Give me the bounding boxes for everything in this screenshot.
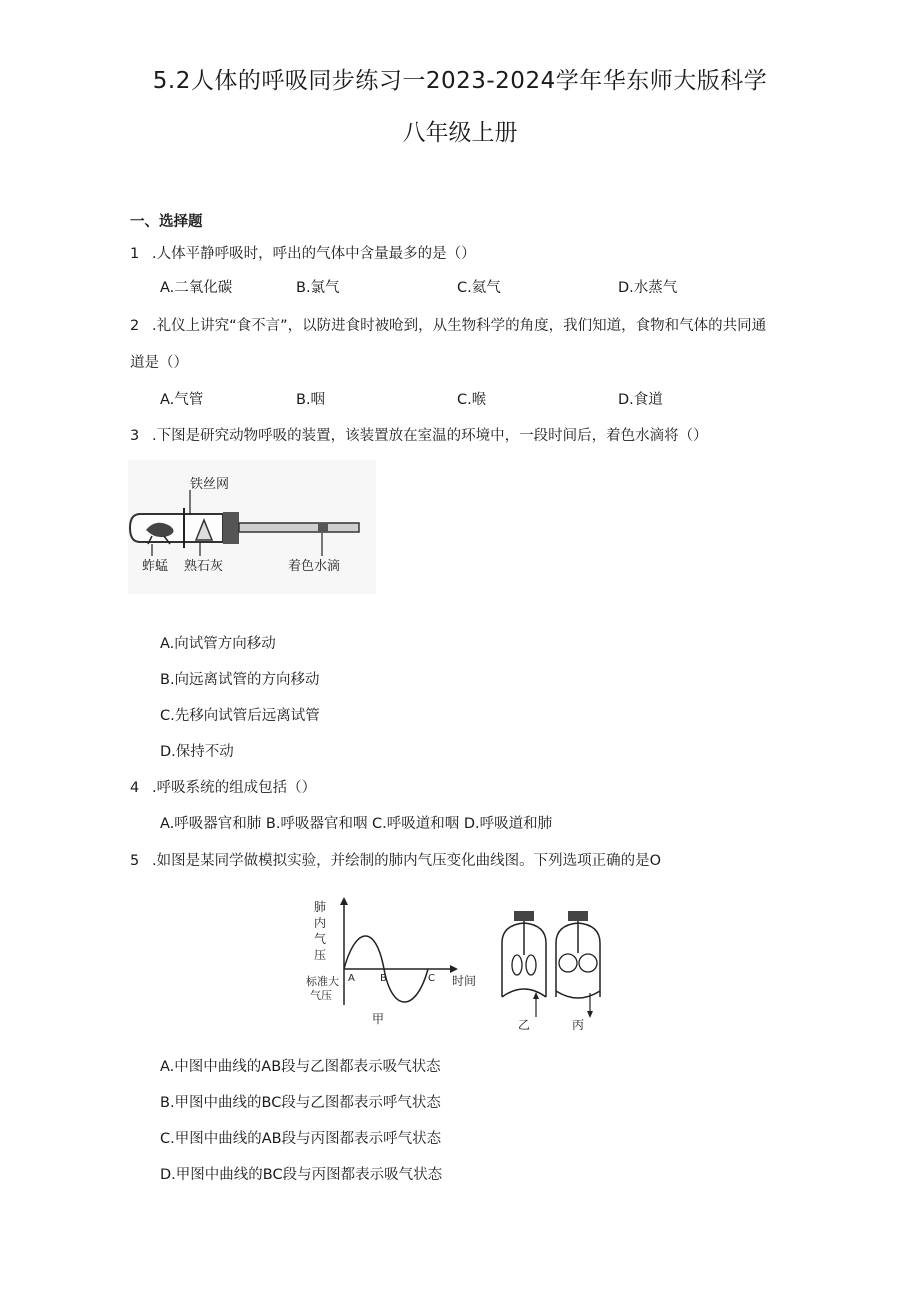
lung-pressure-figure — [300, 895, 610, 1035]
option-d: D.甲图中曲线的BC段与丙图都表示吸气状态 — [160, 1167, 443, 1183]
label-wire-mesh: 铁丝网 — [190, 477, 230, 492]
y-label-1: 肺 — [314, 900, 327, 914]
y-label-4: 压 — [314, 948, 327, 962]
option-a: A.二氧化碳 — [160, 280, 233, 296]
glass-tube — [239, 523, 359, 532]
point-a: A — [348, 973, 355, 984]
question-1 — [130, 242, 476, 263]
option-d: D.保持不动 — [160, 744, 234, 760]
rubber-stopper — [223, 512, 239, 544]
label-slaked-lime: 熟石灰 — [184, 559, 224, 574]
label-colored-drop: 着色水滴 — [288, 559, 341, 574]
option-b: B.咽 — [296, 392, 326, 408]
question-text: .下图是研究动物呼吸的装置，该装置放在室温的环境中，一段时间后，着色水滴将（） — [152, 428, 708, 444]
question-2-continued: 道是（） — [130, 355, 188, 371]
question-number: 2 — [130, 318, 140, 334]
document-subtitle: 八年级上册 — [402, 120, 518, 146]
question-number: 3 — [130, 428, 140, 444]
bell-jar-bing — [556, 911, 600, 1018]
document-title: 5.2人体的呼吸同步练习一2023-2024学年华东师大版科学 — [152, 68, 768, 94]
colored-water-drop — [318, 523, 328, 532]
question-text: .呼吸系统的组成包括（） — [152, 780, 317, 796]
y-label-2: 内 — [314, 916, 327, 930]
question-number: 5 — [130, 853, 140, 869]
section-heading: 一、选择题 — [130, 214, 203, 230]
question-number: 1 — [130, 246, 140, 262]
figure-jia-label: 甲 — [372, 1012, 385, 1026]
point-c: C — [428, 973, 435, 984]
option-d: D.水蒸气 — [618, 280, 678, 296]
option-a: A.向试管方向移动 — [160, 636, 276, 652]
label-grasshopper: 蚱蜢 — [142, 559, 169, 574]
question-text: .人体平静呼吸时，呼出的气体中含量最多的是（） — [152, 246, 476, 262]
y-label-3: 气 — [314, 932, 327, 946]
point-b: B — [380, 973, 387, 984]
option-c: C.喉 — [457, 392, 487, 408]
question-text: .礼仪上讲究“食不言”，以防进食时被呛到，从生物科学的角度，我们知道，食物和气体的共同通 — [152, 318, 767, 334]
baseline-label-1: 标准大 — [306, 975, 339, 988]
option-c: C.甲图中曲线的AB段与丙图都表示呼气状态 — [160, 1131, 442, 1147]
question-5 — [130, 849, 661, 870]
respiration-apparatus-figure — [128, 460, 376, 594]
baseline-label-2: 气压 — [310, 989, 332, 1002]
option-a: A.气管 — [160, 392, 204, 408]
x-axis-label: 时间 — [452, 974, 477, 988]
question-text: .如图是某同学做模拟实验，并绘制的肺内气压变化曲线图。下列选项正确的是O — [152, 853, 662, 869]
question-4 — [130, 776, 316, 797]
option-d: D.食道 — [618, 392, 663, 408]
option-b: B.甲图中曲线的BC段与乙图都表示呼气状态 — [160, 1095, 441, 1111]
question-3 — [130, 424, 708, 445]
option-b: B.向远离试管的方向移动 — [160, 672, 320, 688]
option-c: C.氦气 — [457, 280, 501, 296]
figure-yi-label: 乙 — [518, 1018, 531, 1032]
figure-bing-label: 丙 — [572, 1018, 585, 1032]
option-c: C.先移向试管后远离试管 — [160, 708, 320, 724]
option-a: A.中图中曲线的AB段与乙图都表示吸气状态 — [160, 1059, 441, 1075]
question-number: 4 — [130, 780, 140, 796]
options-line: A.呼吸器官和肺 B.呼吸器官和咽 C.呼吸道和咽 D.呼吸道和肺 — [160, 816, 553, 832]
bell-jar-yi — [502, 911, 546, 1017]
option-b: B.氯气 — [296, 280, 340, 296]
question-2 — [130, 314, 766, 335]
